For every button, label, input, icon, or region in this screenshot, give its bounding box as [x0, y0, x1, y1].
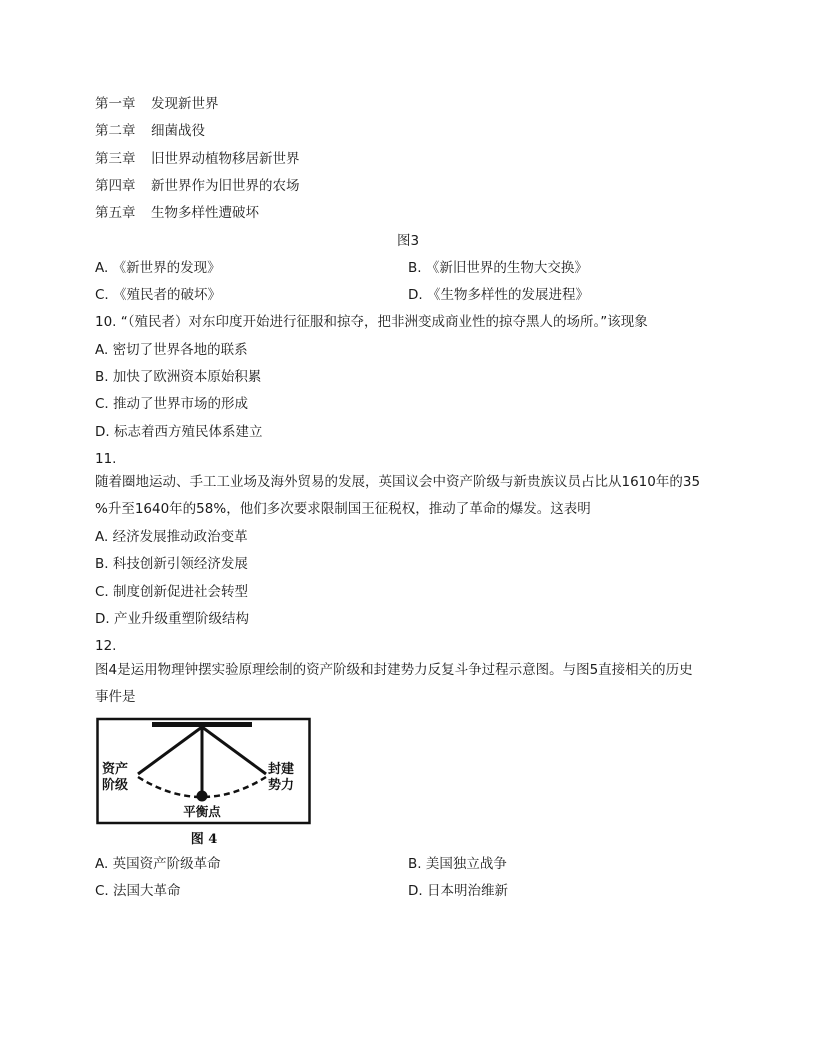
pendulum-rod-right	[202, 727, 266, 774]
chapter-number: 第一章	[95, 96, 136, 112]
q12-option-d: D. 日本明治维新	[408, 883, 508, 899]
figure-4-pendulum-diagram	[96, 717, 314, 851]
chapter-title: 生物多样性遭破坏	[151, 205, 259, 221]
chapter-number: 第四章	[95, 178, 136, 194]
chapter-title: 细菌战役	[151, 123, 205, 139]
figure-3-caption: 图3	[396, 233, 420, 249]
q9-option-c: C. 《殖民者的破坏》	[95, 287, 222, 303]
label-bourgeoisie-line-1: 资产	[102, 762, 129, 777]
q9-option-d: D. 《生物多样性的发展进程》	[408, 287, 589, 303]
chapter-number: 第五章	[95, 205, 136, 221]
chapter-title: 旧世界动植物移居新世界	[151, 151, 300, 167]
chapter-number: 第二章	[95, 123, 136, 139]
chapter-line-3	[95, 149, 300, 169]
label-balance-point: 平衡点	[183, 804, 221, 819]
q11-option-c: C. 制度创新促进社会转型	[95, 584, 249, 600]
q11-option-a: A. 经济发展推动政治变革	[95, 529, 248, 545]
q11-option-d: D. 产业升级重塑阶级结构	[95, 611, 249, 627]
label-feudal-forces-line-2: 势力	[268, 778, 295, 793]
q9-option-b: B. 《新旧世界的生物大交换》	[408, 260, 588, 276]
q11-stem-line-2: %升至1640年的58%，他们多次要求限制国王征税权，推动了革命的爆发。这表明	[95, 501, 591, 517]
q12-option-b: B. 美国独立战争	[408, 856, 507, 872]
q12-option-a: A. 英国资产阶级革命	[95, 856, 221, 872]
pendulum-rod-left	[138, 727, 202, 774]
chapter-line-2	[95, 121, 205, 141]
q12-number: 12.	[95, 638, 117, 654]
q10-option-c: C. 推动了世界市场的形成	[95, 396, 249, 412]
chapter-line-1	[95, 94, 219, 114]
pendulum-bob	[197, 791, 208, 802]
q11-stem-line-1: 随着圈地运动、手工工业场及海外贸易的发展，英国议会中资产阶级与新贵族议员占比从1610年的35	[95, 474, 701, 490]
chapter-line-4	[95, 176, 300, 196]
chapter-number: 第三章	[95, 151, 136, 167]
figure-4-caption: 图 4	[190, 832, 218, 847]
q12-stem-line-1: 图4是运用物理钟摆实验原理绘制的资产阶级和封建势力反复斗争过程示意图。与图5直接相关的历史	[95, 662, 693, 678]
q11-option-b: B. 科技创新引领经济发展	[95, 556, 248, 572]
q12-stem-line-2: 事件是	[95, 689, 136, 705]
chapter-title: 新世界作为旧世界的农场	[151, 178, 300, 194]
q12-option-c: C. 法国大革命	[95, 883, 181, 899]
q10-option-d: D. 标志着西方殖民体系建立	[95, 424, 263, 440]
q9-option-a: A. 《新世界的发现》	[95, 260, 221, 276]
chapter-title: 发现新世界	[151, 96, 219, 112]
chapter-line-5	[95, 203, 259, 223]
pendulum-support-bar	[152, 722, 252, 727]
q10-option-a: A. 密切了世界各地的联系	[95, 342, 248, 358]
q11-number: 11.	[95, 451, 117, 467]
label-bourgeoisie-line-2: 阶级	[102, 778, 129, 793]
q10-option-b: B. 加快了欧洲资本原始积累	[95, 369, 262, 385]
q10-stem: 10. “（殖民者）对东印度开始进行征服和掠夺，把非洲变成商业性的掠夺黑人的场所。”该现象	[95, 314, 648, 330]
label-feudal-forces-line-1: 封建	[268, 762, 295, 777]
